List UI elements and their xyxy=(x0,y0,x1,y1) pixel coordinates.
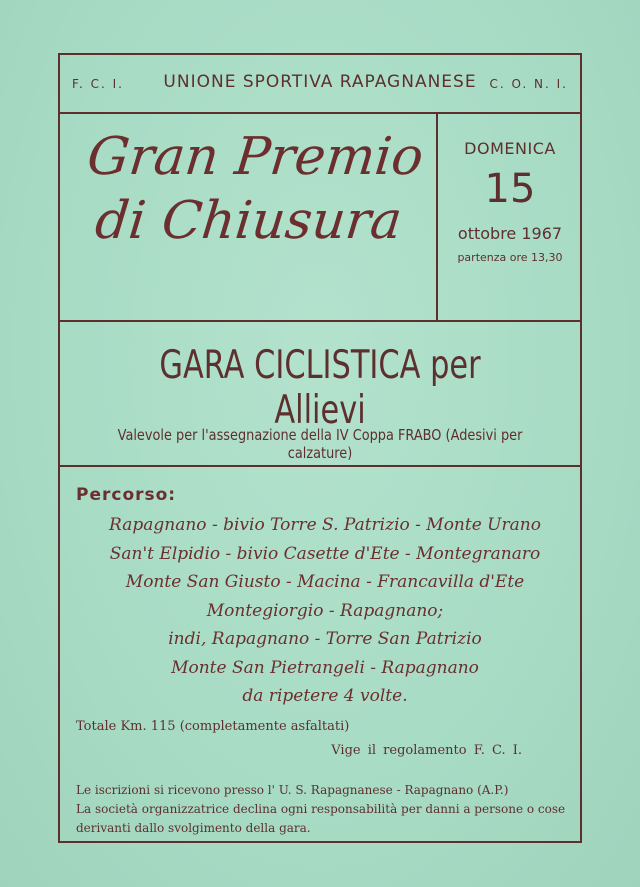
liability-line: La società organizzatrice declina ogni responsabilità per danni a persone o cose derivanti dallo svolgimento della gara. xyxy=(76,802,566,835)
route-line: Monte San Giusto - Macina - Francavilla d'Ete xyxy=(125,572,525,592)
race-name: GARA CICLISTICA per Allievi xyxy=(159,343,481,433)
route-line: indi, Rapagnano - Torre San Patrizio xyxy=(168,629,482,649)
rules-note: Vige il regolamento F. C. I. xyxy=(331,743,522,758)
date-start-time: partenza ore 13,30 xyxy=(457,251,563,264)
organizer-title: UNIONE SPORTIVA RAPAGNANESE xyxy=(163,72,477,92)
route-line: da ripetere 4 volte. xyxy=(242,686,408,706)
date-box xyxy=(440,115,580,264)
poster-frame xyxy=(58,53,582,843)
route-line: Montegiorgio - Rapagnano; xyxy=(206,600,444,621)
total-distance: Totale Km. 115 (completamente asfaltati) xyxy=(76,719,350,734)
race-valid-for: Valevole per l'assegnazione della IV Coppa FRABO (Adesivi per calzature) xyxy=(117,426,523,462)
date-day: 15 xyxy=(484,166,536,212)
route-line: Monte San Pietrangeli - Rapagnano xyxy=(171,657,479,678)
registration-notes xyxy=(76,781,570,838)
route-heading: Percorso: xyxy=(76,485,177,505)
date-weekday: DOMENICA xyxy=(464,139,556,158)
federation-right-label: C. O. N. I. xyxy=(489,77,568,91)
divider-header xyxy=(60,112,580,114)
event-title-line1: Gran Premio xyxy=(84,127,427,187)
date-month-year: ottobre 1967 xyxy=(457,224,563,243)
divider-date xyxy=(436,114,438,320)
event-title-line2: di Chiusura xyxy=(92,191,405,251)
divider-title xyxy=(60,320,580,322)
route-line: San't Elpidio - bivio Casette d'Ete - Montegranaro xyxy=(109,543,541,564)
registration-line: Le iscrizioni si ricevono presso l' U. S. Rapagnanese - Rapagnano (A.P.) xyxy=(76,783,509,797)
route-line: Rapagnano - bivio Torre S. Patrizio - Monte Urano xyxy=(109,515,541,535)
event-title xyxy=(65,125,438,253)
federation-left-label: F. C. I. xyxy=(72,77,124,91)
route-list xyxy=(70,511,580,711)
divider-race xyxy=(60,465,580,467)
